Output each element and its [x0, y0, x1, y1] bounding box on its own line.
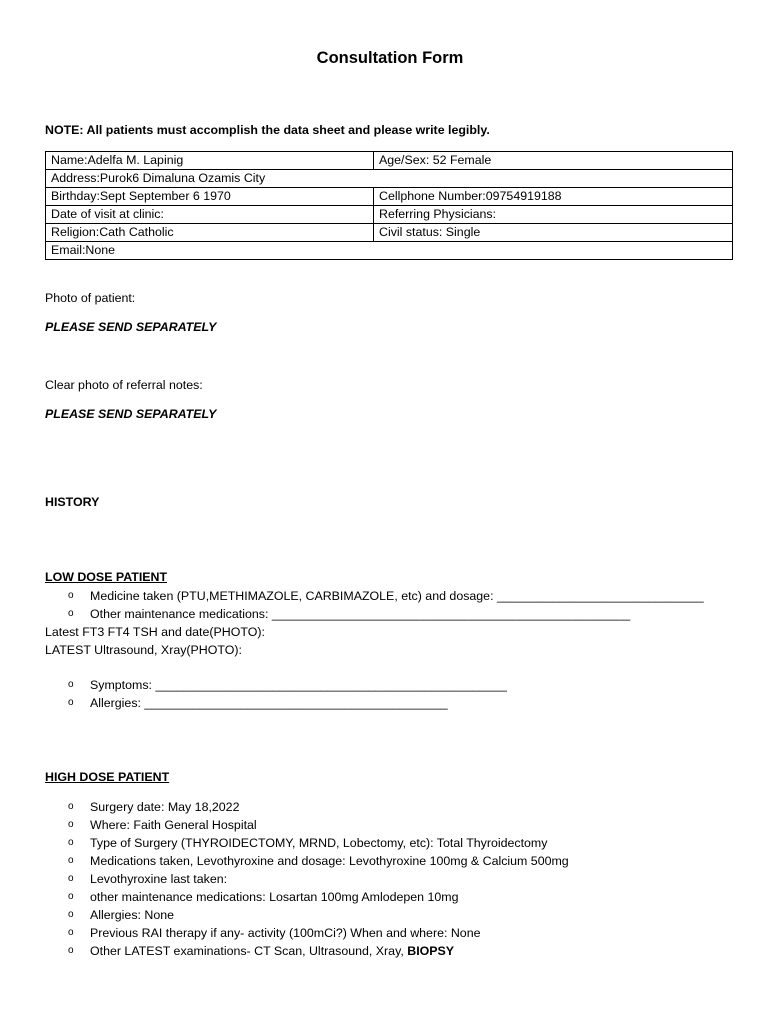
bullet-icon: o — [68, 873, 74, 884]
high-dose-list — [45, 798, 569, 960]
referral-notes-instruction: PLEASE SEND SEPARATELY — [45, 407, 217, 421]
list-item-text: Levothyroxine last taken: — [90, 872, 228, 886]
list-item-text: other maintenance medications: Losartan 100mg Amlodepen 10mg — [90, 890, 459, 904]
bullet-icon: o — [68, 590, 74, 601]
list-item-text: Other maintenance medications: ____________________________________________________ — [90, 607, 631, 621]
list-item-text: Medicine taken (PTU,METHIMAZOLE, CARBIMAZOLE, etc) and dosage: ______________________________ — [90, 589, 704, 603]
list-item — [45, 816, 569, 834]
bullet-icon: o — [68, 945, 74, 956]
address-cell: Address:Purok6 Dimaluna Ozamis City — [46, 170, 733, 188]
date-of-visit-cell: Date of visit at clinic: — [46, 206, 374, 224]
list-item-text: Previous RAI therapy if any- activity (100mCi?) When and where: None — [90, 926, 481, 940]
table-row — [46, 170, 733, 188]
list-item — [45, 676, 507, 694]
list-item-text: Medications taken, Levothyroxine and dosage: Levothyroxine 100mg & Calcium 500mg — [90, 854, 569, 868]
note-text: NOTE: All patients must accomplish the data sheet and please write legibly. — [45, 123, 490, 137]
latest-imaging-line: LATEST Ultrasound, Xray(PHOTO): — [45, 643, 242, 657]
list-item — [45, 834, 569, 852]
latest-labs-line: Latest FT3 FT4 TSH and date(PHOTO): — [45, 625, 265, 639]
bullet-icon: o — [68, 801, 74, 812]
low-dose-list-b — [45, 676, 507, 712]
history-heading: HISTORY — [45, 495, 100, 509]
bullet-icon: o — [68, 855, 74, 866]
bullet-icon: o — [68, 697, 74, 708]
list-item — [45, 587, 704, 605]
patient-info-table — [45, 151, 733, 260]
list-item — [45, 694, 507, 712]
high-dose-heading: HIGH DOSE PATIENT — [45, 770, 170, 784]
list-item — [45, 888, 569, 906]
low-dose-list-a — [45, 587, 704, 623]
age-sex-cell: Age/Sex: 52 Female — [374, 152, 733, 170]
table-row — [46, 152, 733, 170]
list-item — [45, 852, 569, 870]
list-item — [45, 798, 569, 816]
list-item-text: Surgery date: May 18,2022 — [90, 800, 240, 814]
referring-physicians-cell: Referring Physicians: — [374, 206, 733, 224]
name-cell: Name:Adelfa M. Lapinig — [46, 152, 374, 170]
email-cell: Email:None — [46, 242, 733, 260]
list-item — [45, 906, 569, 924]
bullet-icon: o — [68, 679, 74, 690]
form-title: Consultation Form — [316, 49, 464, 67]
bullet-icon: o — [68, 909, 74, 920]
list-item — [45, 924, 569, 942]
list-item-text: Allergies: ____________________________________________ — [90, 696, 448, 710]
photo-of-patient-instruction: PLEASE SEND SEPARATELY — [45, 320, 217, 334]
list-item-text: Allergies: None — [90, 908, 175, 922]
bullet-icon: o — [68, 891, 74, 902]
table-row — [46, 206, 733, 224]
list-item-text: Symptoms: ___________________________________________________ — [90, 678, 507, 692]
bullet-icon: o — [68, 819, 74, 830]
bullet-icon: o — [68, 608, 74, 619]
birthday-cell: Birthday:Sept September 6 1970 — [46, 188, 374, 206]
list-item-text: Where: Faith General Hospital — [90, 818, 257, 832]
religion-cell: Religion:Cath Catholic — [46, 224, 374, 242]
cellphone-cell: Cellphone Number:09754919188 — [374, 188, 733, 206]
table-row — [46, 224, 733, 242]
list-item — [45, 605, 704, 623]
table-row — [46, 188, 733, 206]
low-dose-heading: LOW DOSE PATIENT — [45, 570, 168, 584]
list-item — [45, 942, 569, 960]
list-item-text: Other LATEST examinations- CT Scan, Ultrasound, Xray, — [90, 944, 408, 958]
biopsy-emphasis: BIOPSY — [407, 944, 455, 958]
bullet-icon: o — [68, 837, 74, 848]
photo-of-patient-label: Photo of patient: — [45, 291, 136, 305]
list-item-text: Type of Surgery (THYROIDECTOMY, MRND, Lobectomy, etc): Total Thyroidectomy — [90, 836, 548, 850]
list-item — [45, 870, 569, 888]
referral-notes-label: Clear photo of referral notes: — [45, 378, 203, 392]
civil-status-cell: Civil status: Single — [374, 224, 733, 242]
table-row — [46, 242, 733, 260]
bullet-icon: o — [68, 927, 74, 938]
